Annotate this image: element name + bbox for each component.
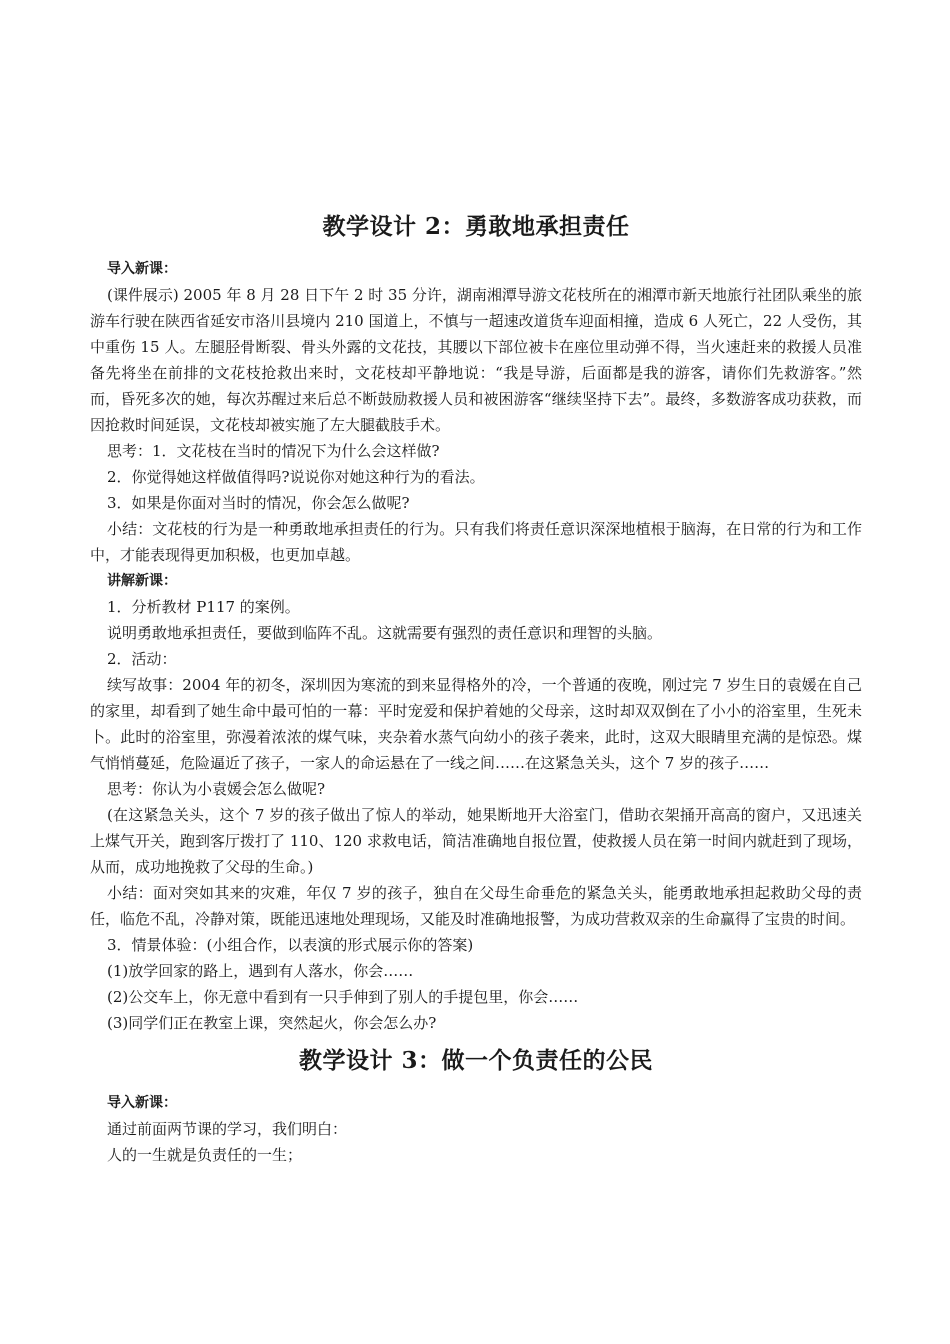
section3-title: 教学设计 3：做一个负责任的公民	[298, 1047, 653, 1074]
intro-heading: 导入新课：	[107, 261, 177, 277]
scenario-1: (1)放学回家的路上，遇到有人落水，你会……	[107, 962, 414, 980]
think-question-3: 3．如果是你面对当时的情况，你会怎么做呢?	[107, 494, 410, 512]
lecture-heading: 讲解新课：	[107, 573, 177, 589]
scenario-3: (3)同学们正在教室上课，突然起火，你会怎么办?	[107, 1014, 437, 1032]
section2-title: 教学设计 2：勇敢地承担责任	[322, 213, 630, 240]
section3-line-1: 通过前面两节课的学习，我们明白：	[107, 1120, 348, 1138]
story-2: 续写故事：2004 年的初冬，深圳因为寒流的到来显得格外的冷，一个普通的夜晚，刚过完 7 岁生日的袁媛在自己的家里，却看到了她生命中最可怕的一幕：平时宠爱和保护着她的父母亲，这时却双双倒在了小小的浴室里，生死未卜。此时的浴室里，弥漫着浓浓的煤气味，夹杂着水蒸气向幼小的孩子袭来，此时，这双大眼睛里充满的是惊恐。煤气悄悄蔓延，危险逼近了孩子，一家人的命运悬在了一线之间……在这紧急关头，这个 7 岁的孩子……	[90, 676, 862, 772]
think-question-2: 2．你觉得她这样做值得吗?说说你对她这种行为的看法。	[107, 468, 485, 486]
scenario-2: (2)公交车上，你无意中看到有一只手伸到了别人的手提包里，你会……	[107, 988, 579, 1006]
think-question-1: 思考：1．文花枝在当时的情况下为什么会这样做?	[107, 442, 440, 460]
summary-2: 小结：面对突如其来的灾难，年仅 7 岁的孩子，独自在父母生命垂危的紧急关头，能勇敢地承担起救助父母的责任，临危不乱，冷静对策，既能迅速地处理现场，又能及时准确地报警，为成功营救双亲的生命赢得了宝贵的时间。	[90, 884, 862, 928]
answer-paragraph: (在这紧急关头，这个 7 岁的孩子做出了惊人的举动，她果断地开大浴室门，借助衣架捅开高高的窗户，又迅速关上煤气开关，跑到客厅拨打了 110、120 求救电话，简洁准确地自报位置，使救援人员在第一时间内就赶到了现场，从而，成功地挽救了父母的生命。)	[90, 806, 862, 876]
item-2: 2．活动：	[107, 650, 177, 668]
intro-story: (课件展示) 2005 年 8 月 28 日下午 2 时 35 分许，湖南湘潭导游文花枝所在的湘潭市新天地旅行社团队乘坐的旅游车行驶在陕西省延安市洛川县境内 210 国道上，不慎与一超速改道货车迎面相撞，造成 6 人死亡，22 人受伤，其中重伤 15 人。左腿胫骨断裂、骨头外露的文花技，其腰以下部位被卡在座位里动弹不得，当火速赶来的救援人员准备先将坐在前排的文花枝抢救出来时，文花枝却平静地说：“我是导游，后面都是我的游客，请你们先救游客。”然而，昏死多次的她，每次苏醒过来后总不断鼓励救援人员和被困游客“继续坚持下去”。最终，多数游客成功获救，而因抢救时间延误，文花枝却被实施了左大腿截肢手术。	[90, 286, 862, 434]
think-question-4: 思考：你认为小袁媛会怎么做呢?	[107, 780, 326, 798]
summary-1: 小结：文花枝的行为是一种勇敢地承担责任的行为。只有我们将责任意识深深地植根于脑海，在日常的行为和工作中，才能表现得更加积极，也更加卓越。	[90, 520, 862, 564]
item-1-detail: 说明勇敢地承担责任，要做到临阵不乱。这就需要有强烈的责任意识和理智的头脑。	[107, 624, 663, 642]
item-1: 1．分析教材 P117 的案例。	[107, 598, 300, 616]
section3-line-2: 人的一生就是负责任的一生；	[107, 1146, 303, 1164]
item-3: 3．情景体验：(小组合作，以表演的形式展示你的答案)	[107, 936, 474, 954]
document-page	[90, 210, 862, 1168]
intro-heading-3: 导入新课：	[107, 1095, 177, 1111]
